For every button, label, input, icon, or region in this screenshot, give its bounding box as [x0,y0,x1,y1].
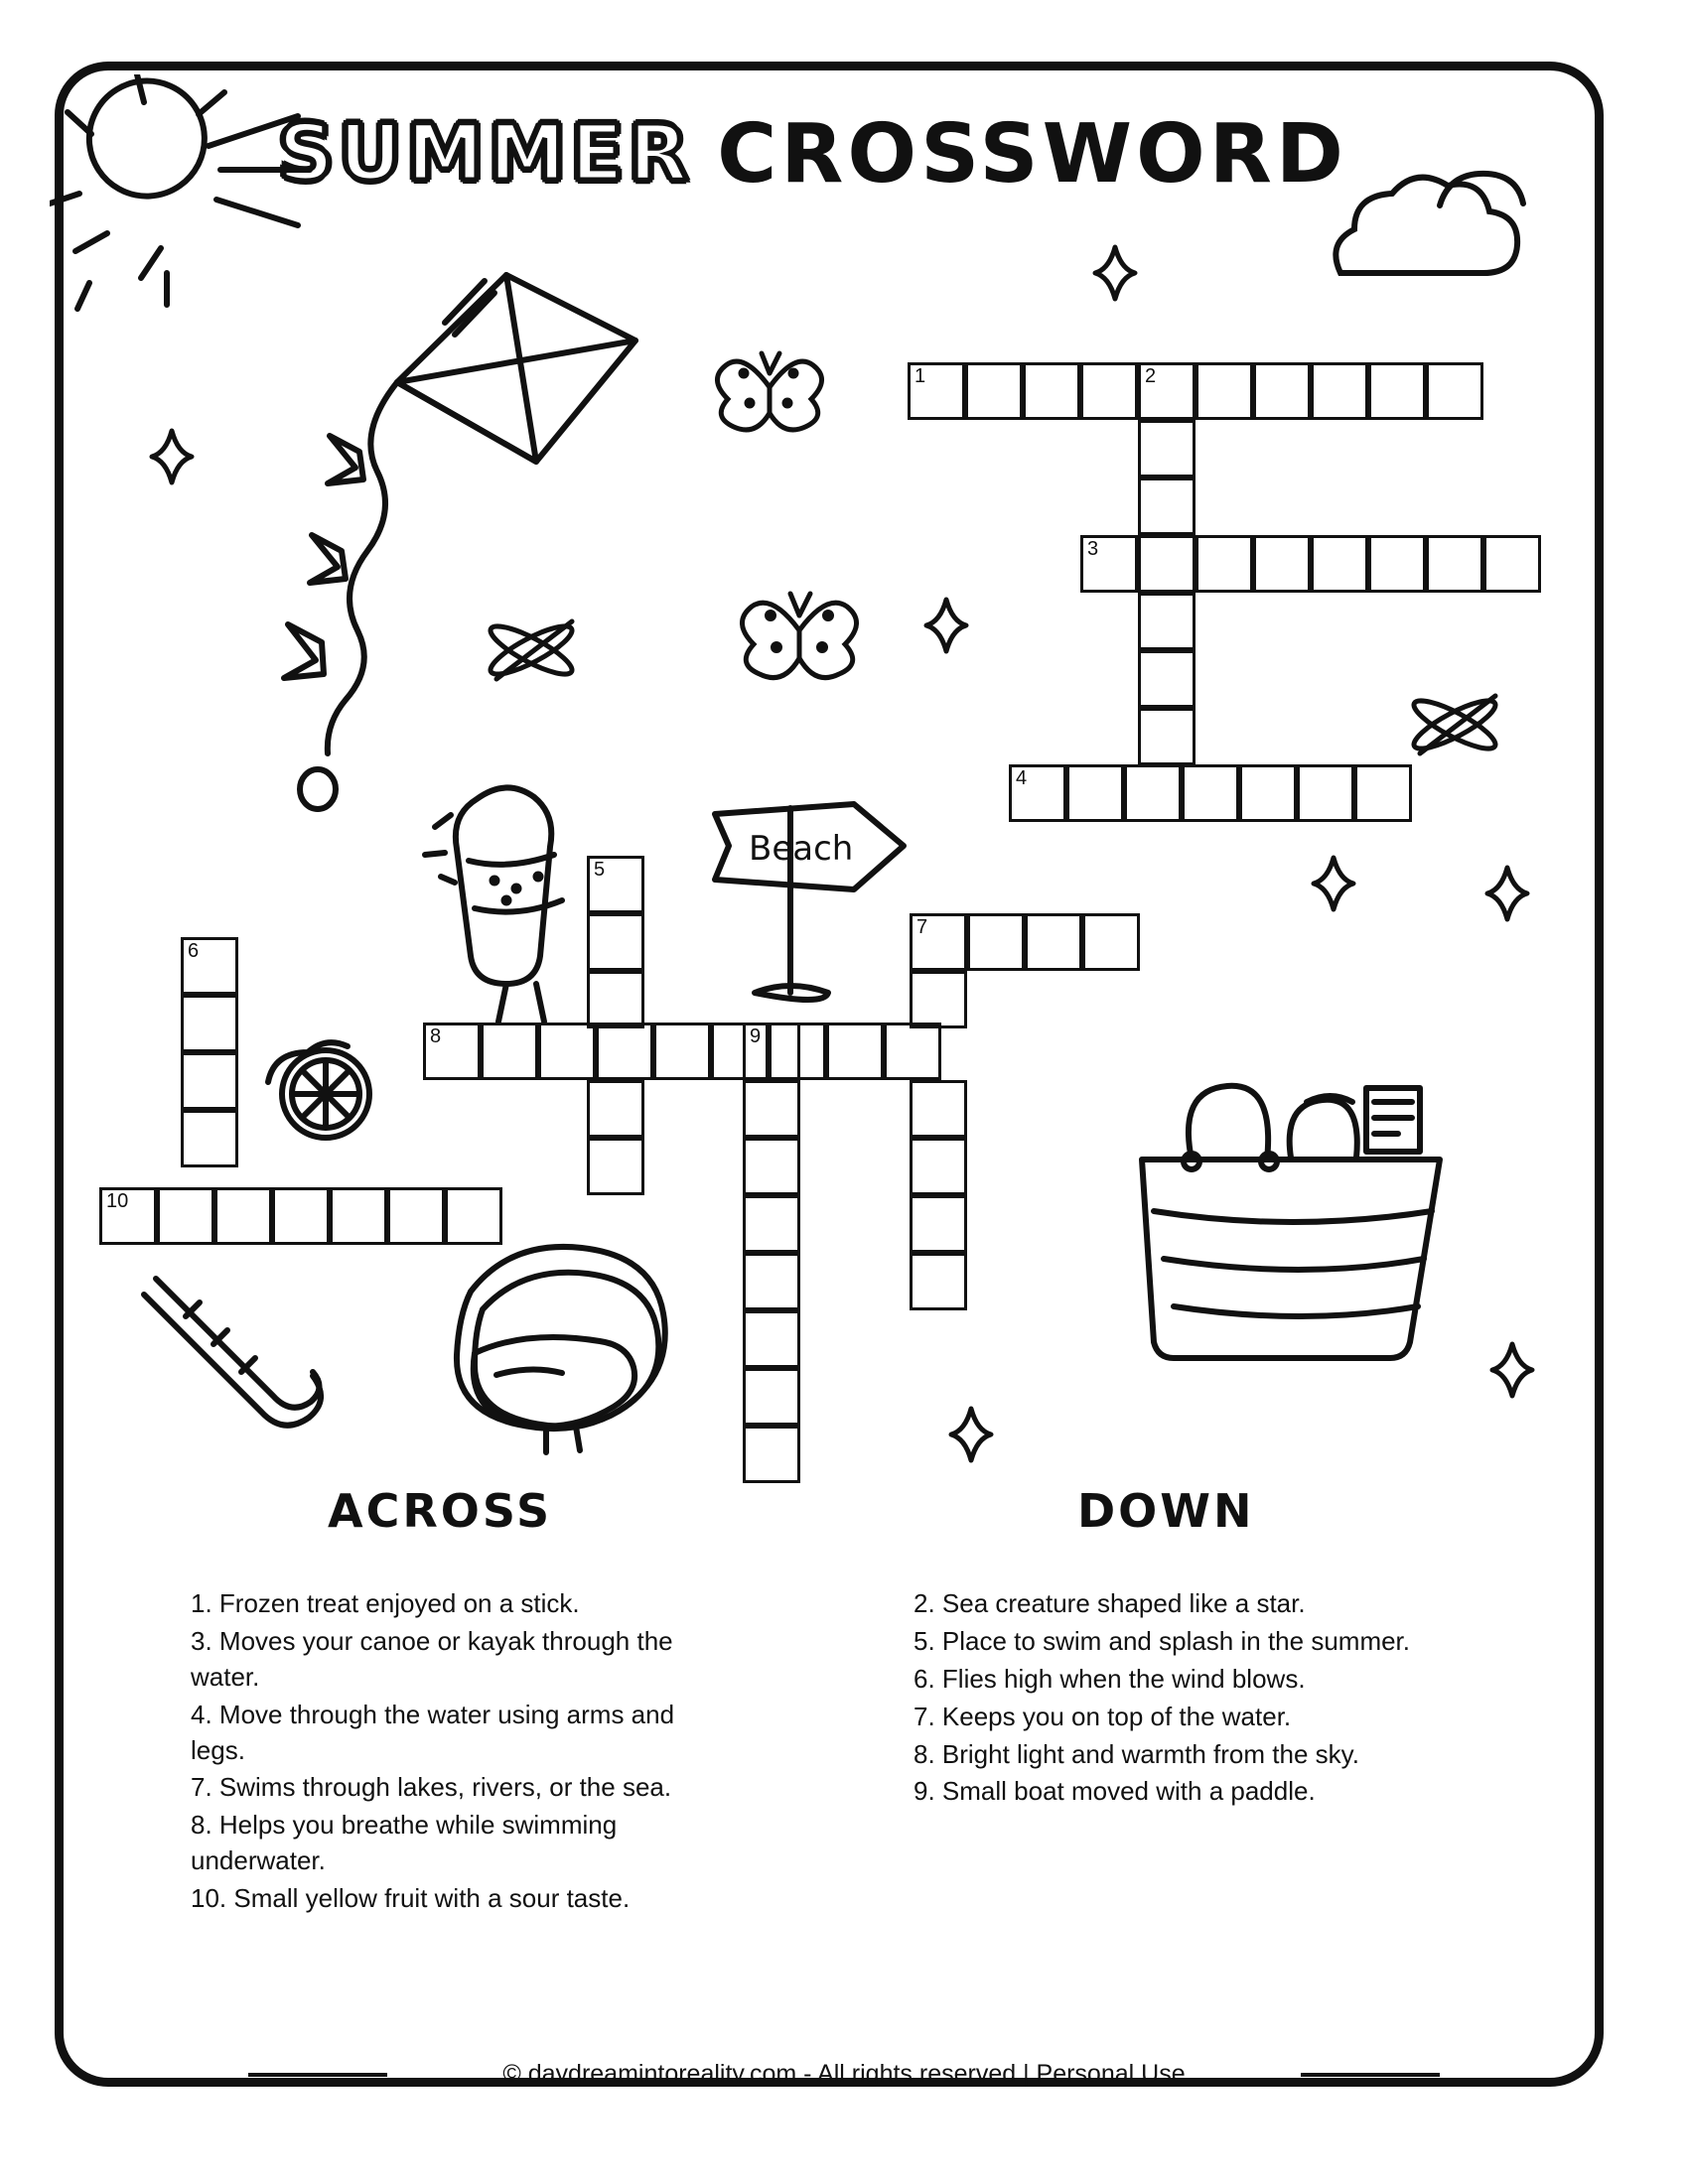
grid-cell[interactable] [884,1023,941,1080]
grid-cell[interactable] [1182,764,1239,822]
grid-cell[interactable] [181,937,238,995]
grid-cell[interactable] [330,1187,387,1245]
grid-cell[interactable] [587,971,644,1028]
grid-cell[interactable] [1138,362,1196,420]
grid-cell[interactable] [1253,535,1311,593]
across-clue-list [191,1586,727,1919]
grid-cell[interactable] [910,913,967,971]
grid-cell[interactable] [1196,362,1253,420]
grid-cell[interactable] [653,1023,711,1080]
sparkle-icon [149,427,195,486]
grid-cell[interactable] [967,913,1025,971]
lemon-icon [248,1032,397,1152]
grid-cell-number: 8 [430,1025,442,1047]
grid-cell[interactable] [1138,708,1196,765]
sparkle-icon [1311,854,1356,913]
page-title [278,99,1370,208]
grid-cell[interactable] [99,1187,157,1245]
grid-cell[interactable] [743,1310,800,1368]
clue-item: 9. Small boat moved with a paddle. [914,1776,1316,1807]
grid-cell[interactable] [445,1187,502,1245]
dragonfly-icon [467,596,596,705]
grid-cell[interactable] [910,1080,967,1138]
popsicle-icon [417,769,606,1027]
grid-cell[interactable] [1368,362,1426,420]
grid-cell[interactable] [1426,362,1483,420]
grid-cell[interactable] [1426,535,1483,593]
grid-cell[interactable] [743,1023,800,1080]
grid-cell[interactable] [743,1195,800,1253]
grid-cell[interactable] [1138,535,1196,593]
grid-cell-number: 5 [594,859,606,881]
grid-cell[interactable] [908,362,965,420]
grid-cell-number: 6 [188,940,200,962]
grid-cell-number: 4 [1016,767,1028,789]
cloud-icon [1321,154,1559,293]
grid-cell[interactable] [743,1080,800,1138]
grid-cell[interactable] [743,1138,800,1195]
grid-cell[interactable] [587,1138,644,1195]
sparkle-icon [1489,1340,1535,1400]
grid-cell[interactable] [272,1187,330,1245]
grid-cell[interactable] [1082,913,1140,971]
snorkel-icon [134,1261,362,1459]
across-heading: ACROSS [328,1484,553,1538]
grid-cell[interactable] [826,1023,884,1080]
sparkle-icon [948,1405,994,1464]
beach-bag-icon [1112,1032,1470,1370]
svg-text:Beach: Beach [749,829,854,869]
grid-cell[interactable] [743,1368,800,1426]
diving-mask-icon [427,1236,685,1464]
grid-cell-number: 9 [750,1025,762,1047]
grid-cell[interactable] [587,913,644,971]
grid-cell[interactable] [596,1023,653,1080]
clue-item: 7. Keeps you on top of the water. [914,1701,1292,1731]
title-word-crossword: CROSSWORD [717,106,1347,202]
grid-cell[interactable] [157,1187,214,1245]
grid-cell[interactable] [1239,764,1297,822]
grid-cell[interactable] [1297,764,1354,822]
grid-cell[interactable] [910,1195,967,1253]
grid-cell[interactable] [587,1080,644,1138]
grid-cell[interactable] [965,362,1023,420]
sparkle-icon [923,596,969,655]
grid-cell[interactable] [387,1187,445,1245]
grid-cell[interactable] [1025,913,1082,971]
beach-sign-icon [695,794,933,1032]
sparkle-icon [1092,243,1138,303]
clue-item: 8. Bright light and warmth from the sky. [914,1738,1359,1769]
footer-copyright: © daydreamintoreality.com - All rights reserved | Personal Use [502,2060,1186,2088]
grid-cell[interactable] [214,1187,272,1245]
grid-cell[interactable] [1138,420,1196,478]
sparkle-icon [1484,864,1530,923]
grid-cell[interactable] [1080,362,1138,420]
grid-cell[interactable] [587,856,644,913]
grid-cell[interactable] [1354,764,1412,822]
grid-cell-number: 10 [106,1190,129,1212]
grid-cell[interactable] [538,1023,596,1080]
grid-cell[interactable] [181,1052,238,1110]
grid-cell[interactable] [1196,535,1253,593]
kite-icon [238,253,655,849]
butterfly-icon [735,576,864,685]
grid-cell[interactable] [1138,593,1196,650]
grid-cell[interactable] [181,1110,238,1167]
clue-item: 6. Flies high when the wind blows. [914,1663,1306,1694]
grid-cell[interactable] [1009,764,1066,822]
down-heading: DOWN [1077,1484,1255,1538]
clue-item: 4. Move through the water using arms and legs. [191,1699,675,1765]
clue-item: 10. Small yellow fruit with a sour taste. [191,1883,631,1913]
clue-item: 8. Helps you breathe while swimming underwater. [191,1810,618,1876]
grid-cell[interactable] [1253,362,1311,420]
grid-cell[interactable] [1138,478,1196,535]
grid-cell[interactable] [481,1023,538,1080]
grid-cell[interactable] [1080,535,1138,593]
clue-item: 5. Place to swim and splash in the summer. [914,1625,1411,1656]
grid-cell[interactable] [910,1138,967,1195]
butterfly-icon [710,338,829,437]
grid-cell-number: 2 [1145,365,1157,387]
grid-cell-number: 1 [914,365,926,387]
grid-cell[interactable] [1311,535,1368,593]
grid-cell[interactable] [910,1253,967,1310]
clue-item: 7. Swims through lakes, rivers, or the sea. [191,1772,672,1803]
grid-cell[interactable] [743,1426,800,1483]
grid-cell-number: 7 [916,916,928,938]
grid-cell[interactable] [1311,362,1368,420]
grid-cell[interactable] [743,1253,800,1310]
clue-item: 3. Moves your canoe or kayak through the water. [191,1625,673,1692]
down-clue-list [914,1586,1430,1812]
clue-item: 1. Frozen treat enjoyed on a stick. [191,1588,580,1618]
grid-cell[interactable] [181,995,238,1052]
grid-cell[interactable] [423,1023,481,1080]
grid-cell[interactable] [910,971,967,1028]
dragonfly-icon [1390,670,1519,779]
grid-cell[interactable] [1066,764,1124,822]
grid-cell[interactable] [1124,764,1182,822]
grid-cell[interactable] [1138,650,1196,708]
grid-cell[interactable] [1483,535,1541,593]
grid-cell[interactable] [1023,362,1080,420]
title-word-summer: SUMMER [278,109,694,199]
grid-cell[interactable] [1368,535,1426,593]
clue-item: 2. Sea creature shaped like a star. [914,1588,1306,1618]
grid-cell-number: 3 [1087,538,1099,560]
